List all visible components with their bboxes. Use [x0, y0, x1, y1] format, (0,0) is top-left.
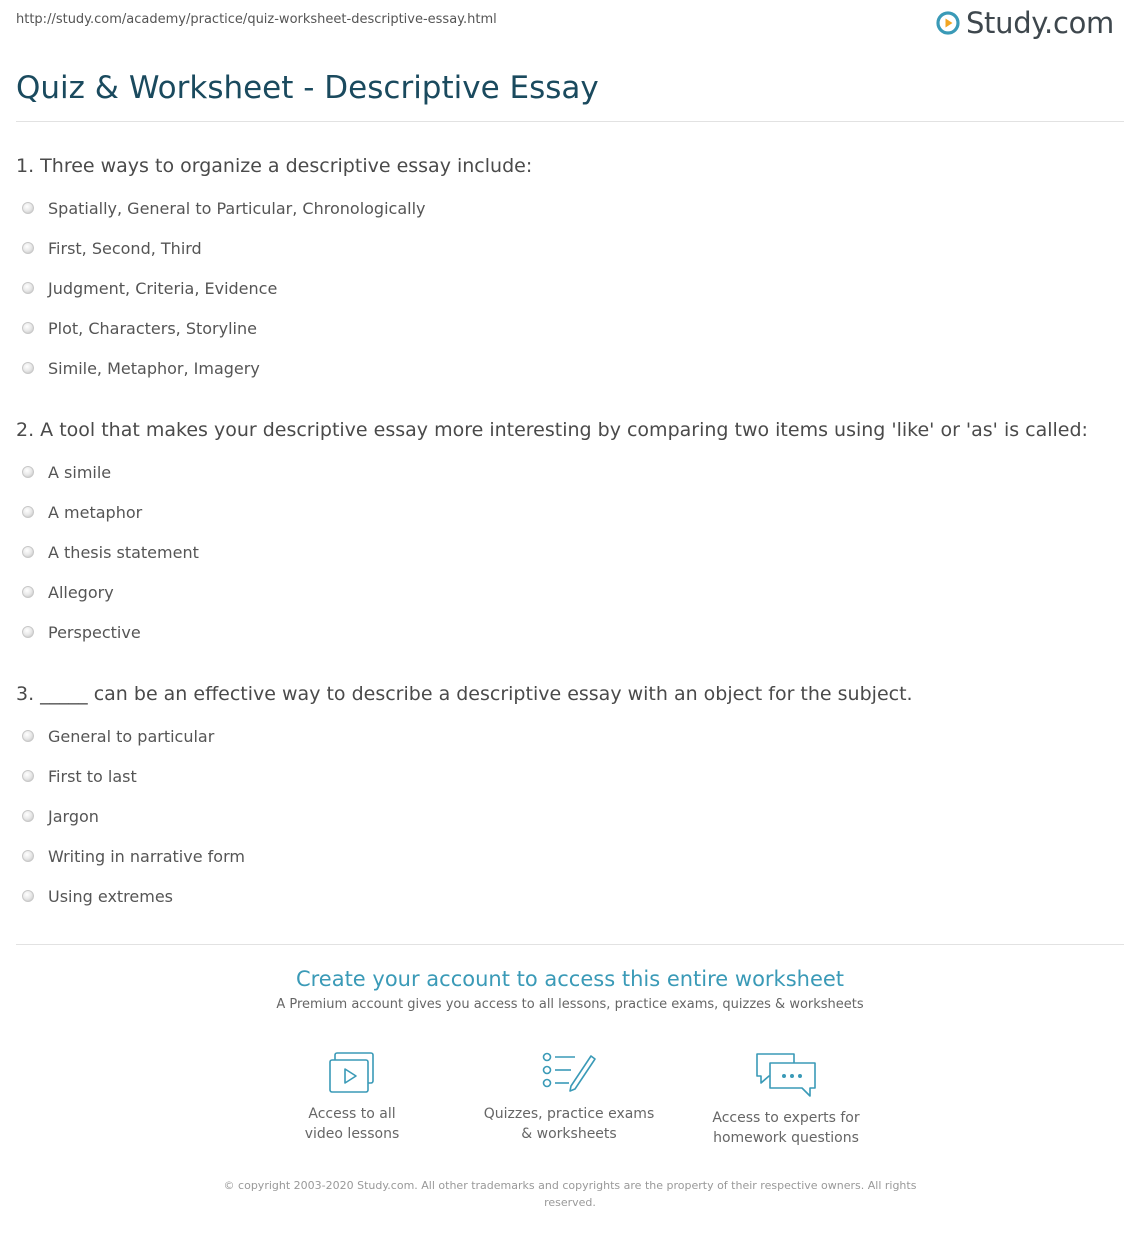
answer-option[interactable] — [22, 452, 199, 492]
answer-label: A thesis statement — [48, 542, 199, 562]
feature-label: Access to experts for homework questions — [712, 1110, 860, 1146]
question-3: 3. _____ can be an effective way to describe a descriptive essay with an object for the subject. — [16, 683, 913, 705]
answer-label: Jargon — [48, 806, 99, 826]
radio-button[interactable] — [22, 362, 34, 374]
radio-button[interactable] — [22, 322, 34, 334]
radio-button[interactable] — [22, 506, 34, 518]
answer-option[interactable] — [22, 876, 245, 916]
logo-text: Study.com — [965, 6, 1114, 40]
create-account-link[interactable]: Create your account to access this entire worksheet — [295, 967, 845, 991]
answer-option[interactable] — [22, 612, 199, 652]
answer-option[interactable] — [22, 796, 245, 836]
answer-option[interactable] — [22, 188, 425, 228]
answer-option[interactable] — [22, 716, 245, 756]
radio-button[interactable] — [22, 770, 34, 782]
play-circle-icon — [936, 11, 960, 35]
feature-video-lessons — [252, 1050, 452, 1144]
cta-subtitle: A Premium account gives you access to all lessons, practice exams, quizzes & worksheets — [276, 997, 864, 1012]
radio-button[interactable] — [22, 626, 34, 638]
answer-option[interactable] — [22, 492, 199, 532]
experts-chat-icon — [754, 1050, 818, 1100]
radio-button[interactable] — [22, 466, 34, 478]
answer-label: Simile, Metaphor, Imagery — [48, 358, 260, 378]
radio-button[interactable] — [22, 242, 34, 254]
video-lessons-icon — [326, 1050, 378, 1096]
radio-button[interactable] — [22, 546, 34, 558]
answer-label: First, Second, Third — [48, 238, 202, 258]
divider — [16, 121, 1124, 122]
answer-label: Using extremes — [48, 886, 174, 906]
feature-label: Quizzes, practice exams & worksheets — [483, 1106, 655, 1142]
feature-label: Access to all video lessons — [304, 1106, 400, 1142]
question-3-options — [22, 716, 245, 916]
answer-label: Allegory — [48, 582, 114, 602]
answer-option[interactable] — [22, 836, 245, 876]
feature-experts — [686, 1050, 886, 1148]
feature-quizzes — [469, 1050, 669, 1144]
answer-option[interactable] — [22, 228, 425, 268]
answer-label: A simile — [48, 462, 112, 482]
answer-label: Judgment, Criteria, Evidence — [48, 278, 278, 298]
answer-option[interactable] — [22, 308, 425, 348]
answer-option[interactable] — [22, 268, 425, 308]
radio-button[interactable] — [22, 586, 34, 598]
radio-button[interactable] — [22, 850, 34, 862]
study-logo[interactable] — [936, 6, 1114, 40]
answer-label: A metaphor — [48, 502, 143, 522]
divider — [16, 944, 1124, 945]
answer-option[interactable] — [22, 572, 199, 612]
question-2: 2. A tool that makes your descriptive essay more interesting by comparing two items using 'like' or 'as' is called: — [16, 419, 1088, 441]
answer-label: General to particular — [48, 726, 215, 746]
radio-button[interactable] — [22, 202, 34, 214]
question-1: 1. Three ways to organize a descriptive essay include: — [16, 155, 533, 177]
answer-label: Writing in narrative form — [48, 846, 245, 866]
question-1-options — [22, 188, 425, 388]
page-title: Quiz & Worksheet - Descriptive Essay — [16, 70, 599, 106]
answer-option[interactable] — [22, 532, 199, 572]
radio-button[interactable] — [22, 282, 34, 294]
radio-button[interactable] — [22, 890, 34, 902]
copyright-notice: © copyright 2003-2020 Study.com. All other trademarks and copyrights are the property of their respective owners. All rights reserved. — [223, 1179, 917, 1209]
question-2-options — [22, 452, 199, 652]
radio-button[interactable] — [22, 730, 34, 742]
answer-option[interactable] — [22, 756, 245, 796]
answer-label: Plot, Characters, Storyline — [48, 318, 257, 338]
answer-option[interactable] — [22, 348, 425, 388]
answer-label: First to last — [48, 766, 137, 786]
radio-button[interactable] — [22, 810, 34, 822]
quiz-checklist-icon — [541, 1050, 597, 1096]
answer-label: Perspective — [48, 622, 141, 642]
page-url: http://study.com/academy/practice/quiz-worksheet-descriptive-essay.html — [16, 12, 497, 27]
answer-label: Spatially, General to Particular, Chronologically — [48, 198, 426, 218]
